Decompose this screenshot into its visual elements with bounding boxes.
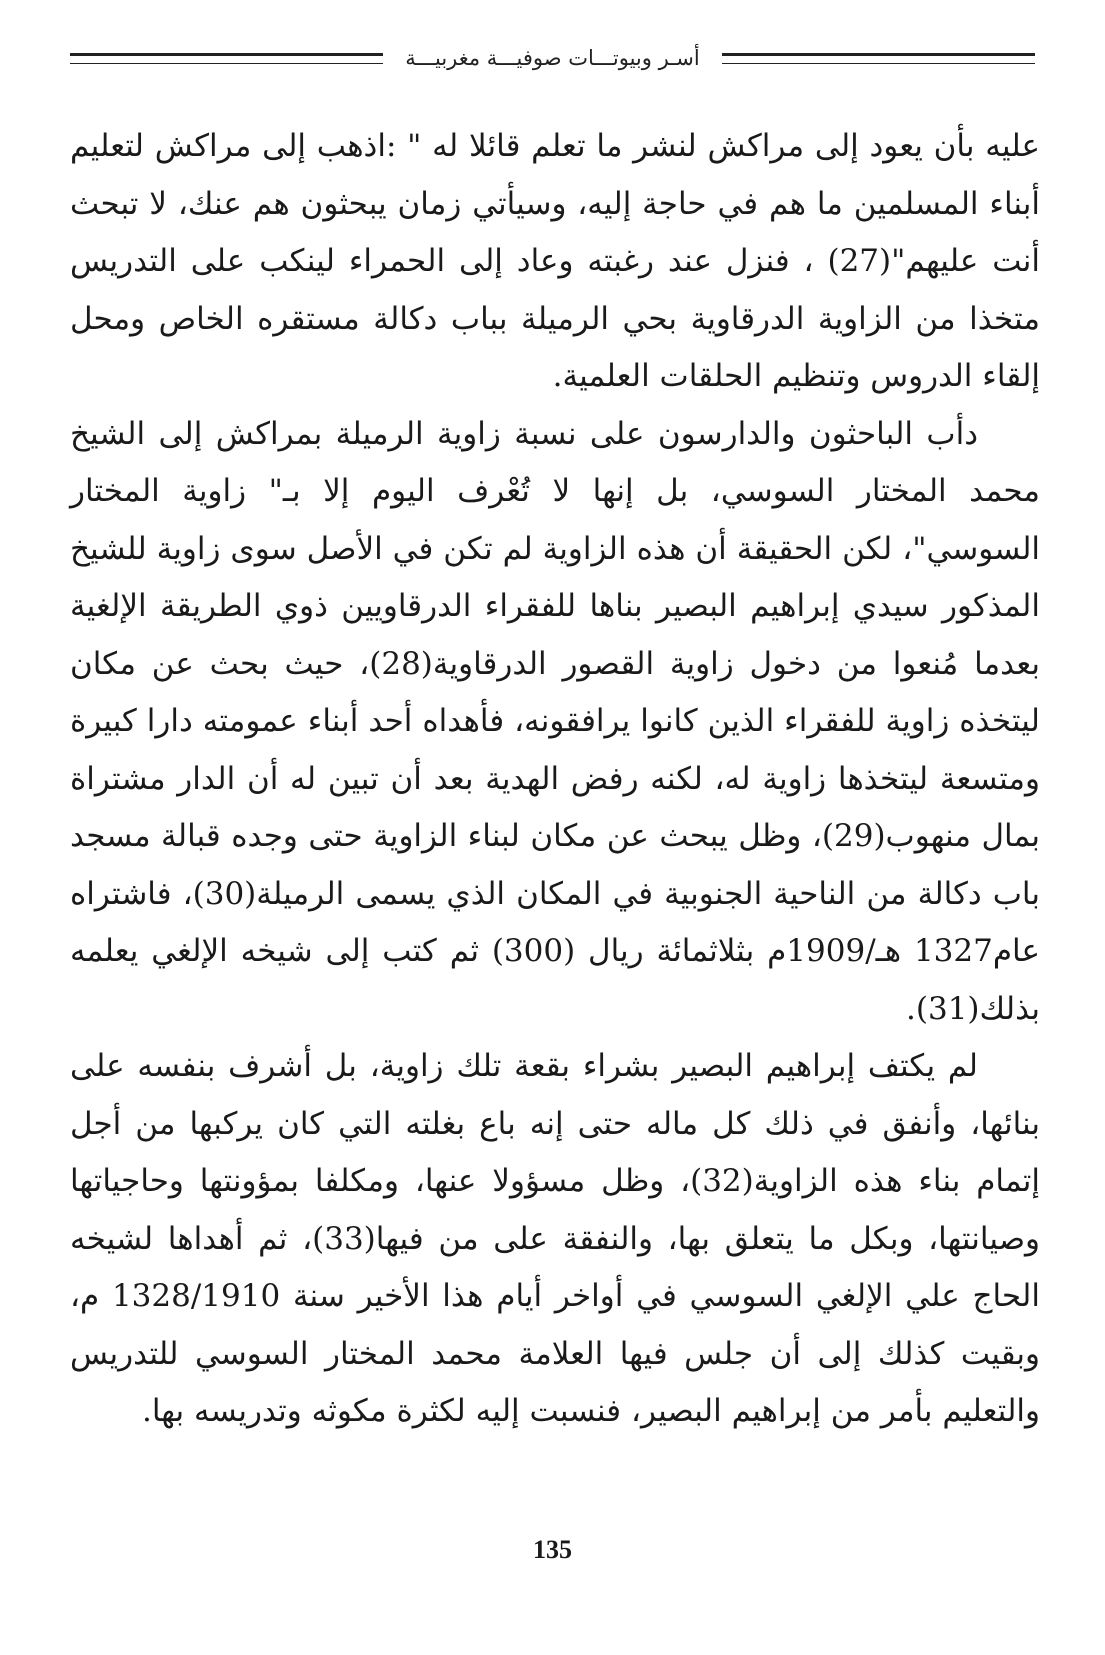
paragraph-2: دأب الباحثون والدارسون على نسبة زاوية الرميلة بمراكش إلى الشيخ محمد المختار السوسي، بل إنها لا تُعْرف اليوم إلا بـ" زاوية المختار السوسي"، لكن الحقيقة أن هذه الزاوية لم تكن في الأصل سوى زاوية للشيخ المذكور سيدي إبراهيم البصير بناها للفقراء الدرقاويين ذوي الطريقة الإلغية بعدما مُنعوا من دخول زاوية القصور الدرقاوية(28)، حيث بحث عن مكان ليتخذه زاوية للفقراء الذين كانوا يرافقونه، فأهداه أحد أبناء عمومته دارا كبيرة ومتسعة ليتخذها زاوية له، لكنه رفض الهدية بعد أن تبين له أن الدار مشتراة بمال منهوب(29)، وظل يبحث عن مكان لبناء الزاوية حتى وجده قبالة مسجد باب دكالة من الناحية الجنوبية في المكان الذي يسمى الرميلة(30)، فاشتراه عام1327 هـ/1909م بثلاثمائة ريال (300) ثم كتب إلى شيخه الإلغي يعلمه بذلك(31).: [70, 415, 1041, 1027]
running-header-title: أسـر وبيوتـــات صوفيـــة مغربيـــة: [405, 46, 700, 70]
body-text: [70, 118, 1040, 1441]
paragraph-1: عليه بأن يعود إلى مراكش لنشر ما تعلم قائلا له " :اذهب إلى مراكش لتعليم أبناء المسلمين ما هم في حاجة إليه، وسيأتي زمان يبحثون هم عنك، لا تبحث أنت عليهم"(27) ، فنزل عند رغبته وعاد إلى الحمراء لينكب على التدريس متخذا من الزاوية الدرقاوية بحي الرميلة بباب دكالة مستقره الخاص ومحل إلقاء الدروس وتنظيم الحلقات العلمية.: [70, 128, 1040, 394]
running-header: [70, 40, 1035, 76]
header-rule-left: [70, 53, 383, 64]
page-number: 135: [533, 1535, 572, 1564]
paragraph-3: لم يكتف إبراهيم البصير بشراء بقعة تلك زاوية، بل أشرف بنفسه على بنائها، وأنفق في ذلك كل ماله حتى إنه باع بغلته التي كان يركبها من أجل إتمام بناء هذه الزاوية(32)، وظل مسؤولا عنها، ومكلفا بمؤونتها وحاجياتها وصيانتها، وبكل ما يتعلق بها، والنفقة على من فيها(33)، ثم أهداها لشيخه الحاج علي الإلغي السوسي في أواخر أيام هذا الأخير سنة 1328/1910 م، وبقيت كذلك إلى أن جلس فيها العلامة محمد المختار السوسي للتدريس والتعليم بأمر من إبراهيم البصير، فنسبت إليه لكثرة مكوثه وتدريسه بها.: [70, 1048, 1040, 1429]
header-rule-right: [722, 53, 1035, 64]
